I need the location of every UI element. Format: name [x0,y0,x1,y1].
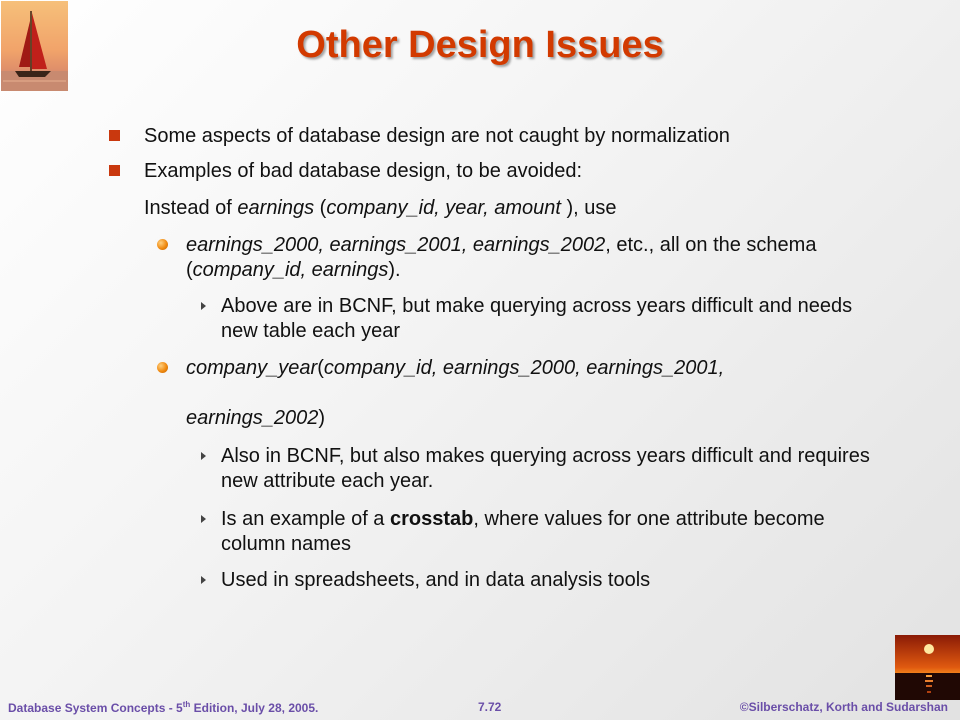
text-run: , where values for one attribute become column names [221,508,825,555]
orange-dot-bullet-icon [157,239,168,250]
text-run: ( [314,197,327,219]
slide-title: Other Design Issues [296,24,664,66]
subsub-bullet-bcnf-tables: Above are in BCNF, but make querying across years difficult and needs new table each year [221,295,853,342]
text-run-italic: earnings_2000, earnings_2001, earnings_2002 [186,234,606,256]
footer-page-number: 7.72 [478,700,502,714]
subsub-bullet-crosstab [221,507,881,557]
square-bullet-icon [109,130,120,141]
text-run: ). [388,259,401,281]
subbullet-company-year-cont [186,406,876,431]
text-run-italic: company_id, earnings [192,259,389,281]
text-run: ( [317,357,324,379]
orange-dot-bullet-icon [157,362,168,373]
footer-copyright: ©Silberschatz, Korth and Sudarshan [739,700,948,714]
arrow-bullet-icon [201,452,206,460]
arrow-bullet-icon [201,576,206,584]
text-run-italic: company_id, year, amount [326,197,561,219]
text-run: ), use [560,197,617,219]
square-bullet-icon [109,165,120,176]
bullet-normalization: Some aspects of database design are not caught by normalization [144,125,730,147]
arrow-bullet-icon [201,302,206,310]
subsub-bullet-bcnf-attribute: Also in BCNF, but also makes querying across years difficult and requires new attribute each year. [221,445,870,492]
footer-text: Edition, July 28, 2005. [190,701,319,715]
footer-superscript: th [182,700,191,709]
sunset-image-icon [895,635,960,700]
subbullet-earnings-tables [186,233,876,283]
arrow-bullet-icon [201,515,206,523]
bullet-instead-of [144,196,884,221]
bullet-bad-design: Examples of bad database design, to be avoided: [144,160,583,182]
text-run: Is an example of a [221,508,390,530]
text-run: ) [318,407,326,429]
footer-text: Database System Concepts - 5 [8,701,183,715]
text-run-italic: company_id, earnings_2000, earnings_2001, [323,357,725,379]
text-run-italic: earnings [237,197,315,219]
text-run-italic: earnings_2002 [186,407,319,429]
text-run: , etc., all on the schema ( [186,234,817,281]
subsub-bullet-spreadsheets: Used in spreadsheets, and in data analysis tools [221,569,651,591]
subbullet-company-year [186,356,876,381]
text-run: Instead of [144,197,238,219]
text-run-bold: crosstab [389,508,474,530]
footer-book-edition [8,700,318,715]
text-run-italic: company_year [186,357,318,379]
